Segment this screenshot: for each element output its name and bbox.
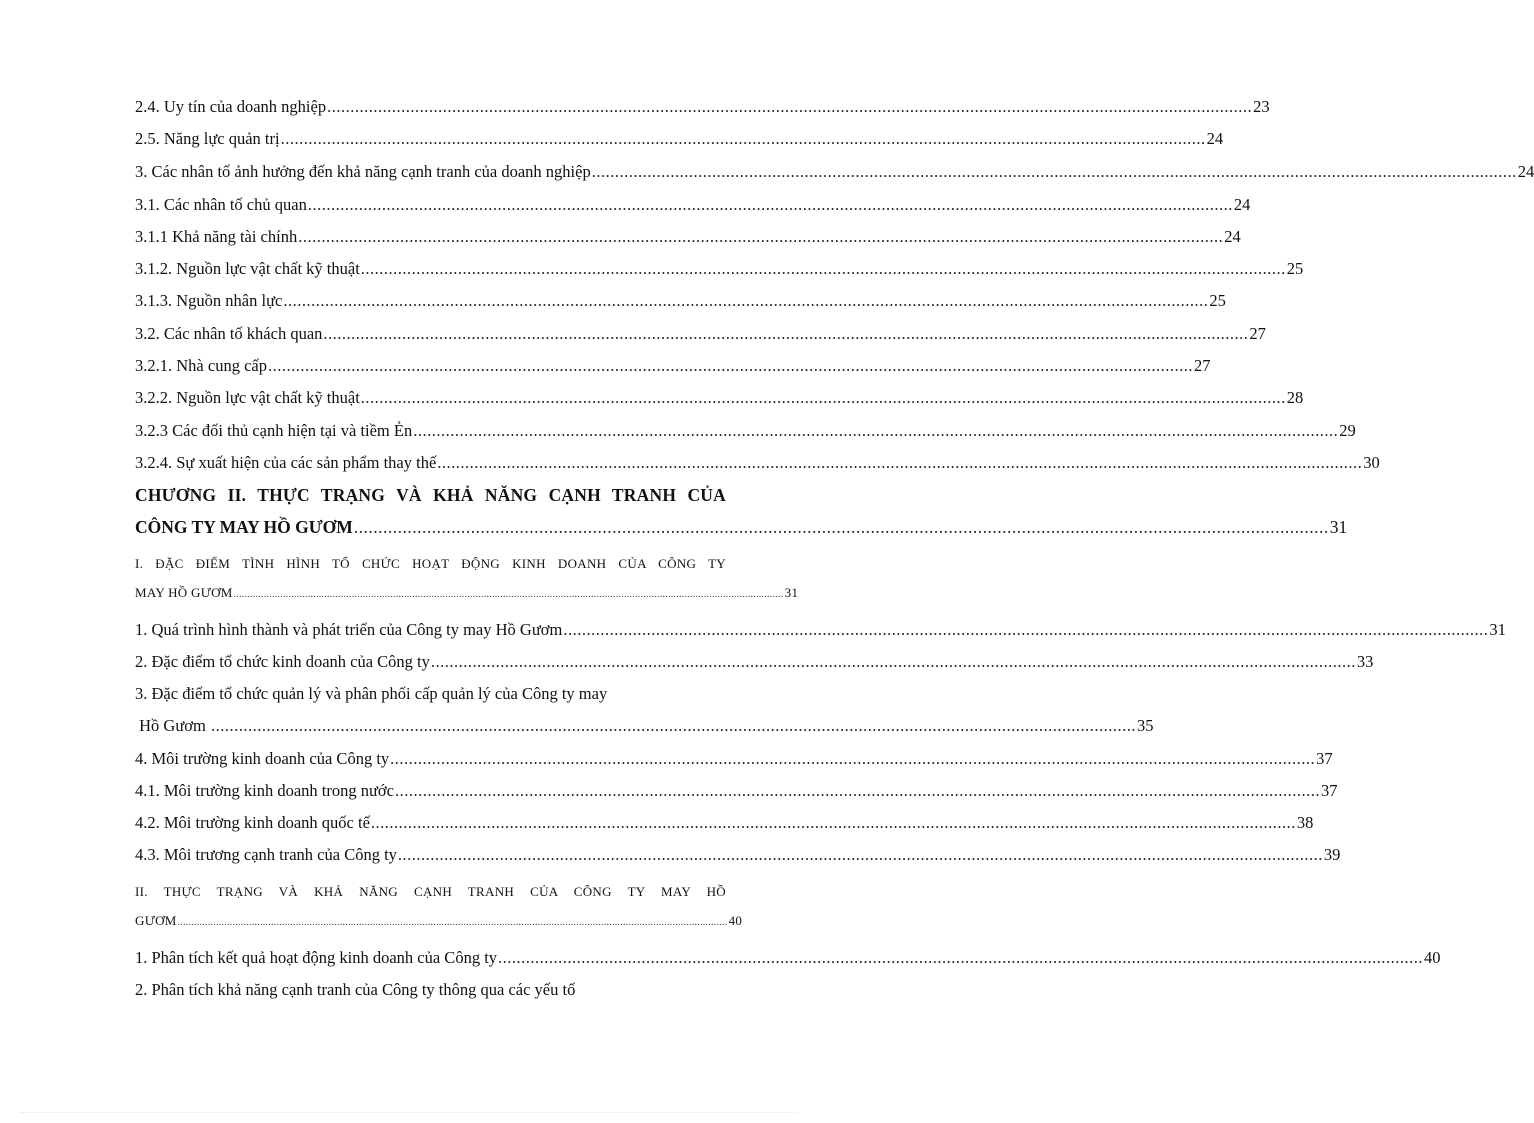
chapter-heading-line2: CÔNG TY MAY HỒ GƯƠM bbox=[135, 517, 353, 537]
toc-entry bbox=[135, 652, 1374, 672]
toc-page-number: 37 bbox=[1320, 781, 1338, 800]
toc-entry bbox=[135, 356, 1211, 376]
toc-page-number: 31 bbox=[1489, 620, 1506, 639]
toc-entry bbox=[135, 781, 1338, 801]
toc-entry bbox=[135, 620, 1506, 640]
toc-entry bbox=[135, 129, 1224, 149]
toc-page-number: 25 bbox=[1286, 259, 1304, 278]
leader-dots: ........................................................................................................................................................................................................ bbox=[327, 97, 1253, 116]
toc-page-number: 40 bbox=[1424, 948, 1441, 967]
leader-dots: ........................................................................................................................................................................................................ bbox=[591, 162, 1517, 181]
leader-dots: ........................................................................................................................................................................................................ bbox=[280, 129, 1206, 148]
toc-entry-text: 3.2.3 Các đối thủ cạnh hiện tại và tiềm Ẻn bbox=[135, 421, 413, 440]
toc-entry bbox=[135, 749, 1333, 769]
toc-entry-text: 2.5. Năng lực quản trị bbox=[135, 129, 280, 148]
toc-entry-text: 3.2. Các nhân tố khách quan bbox=[135, 324, 323, 343]
toc-page-number: 33 bbox=[1356, 652, 1374, 671]
toc-page-number: 30 bbox=[1363, 453, 1380, 472]
toc-entry-text: 3.2.4. Sự xuất hiện của các sản phẩm thay thế bbox=[135, 453, 437, 472]
toc-entry bbox=[135, 813, 1314, 833]
toc-entry bbox=[135, 421, 1356, 441]
toc-entry bbox=[135, 259, 1304, 279]
toc-entry-text: 4.2. Môi trường kinh doanh quốc tế bbox=[135, 813, 370, 832]
toc-page-number: 39 bbox=[1323, 845, 1341, 864]
toc-entry bbox=[135, 97, 1270, 117]
section-heading-line1: II. THỰC TRẠNG VÀ KHẢ NĂNG CẠNH TRANH CỦA CÔNG TY MAY HỒ bbox=[135, 884, 726, 899]
leader-dots: ........................................................................................................................................................................................................ bbox=[360, 259, 1286, 278]
toc-entry-text: 3.2.2. Nguồn lực vật chất kỹ thuật bbox=[135, 388, 360, 407]
toc-page-number: 35 bbox=[1136, 716, 1154, 735]
leader-dots: ........................................................................................................................................................................................................ bbox=[430, 652, 1356, 671]
toc-entry bbox=[135, 388, 1304, 408]
toc-entry-text: 1. Quá trình hình thành và phát triển của Công ty may Hồ Gươm bbox=[135, 620, 563, 639]
toc-page-number: 31 bbox=[784, 585, 799, 600]
toc-entry bbox=[135, 291, 1226, 311]
leader-dots: ........................................................................................................................................................................................................ bbox=[177, 917, 728, 927]
leader-dots: ........................................................................................................................................................................................................ bbox=[353, 517, 1329, 537]
toc-page-number: 28 bbox=[1286, 388, 1304, 407]
leader-dots: ........................................................................................................................................................................................................ bbox=[210, 716, 1136, 735]
toc-entry bbox=[135, 948, 1441, 968]
leader-dots: ........................................................................................................................................................................................................ bbox=[397, 845, 1323, 864]
leader-dots: ........................................................................................................................................................................................................ bbox=[390, 749, 1316, 768]
toc-page-number: 24 bbox=[1517, 162, 1534, 181]
toc-entry-text: 3.1.3. Nguồn nhân lực bbox=[135, 291, 283, 310]
leader-dots: ........................................................................................................................................................................................................ bbox=[360, 388, 1286, 407]
toc-entry-text: 2. Đặc điểm tổ chức kinh doanh của Công ty bbox=[135, 652, 430, 671]
section-heading bbox=[135, 584, 799, 603]
section-heading-line1: I. ĐẶC ĐIỂM TÌNH HÌNH TỔ CHỨC HOẠT ĐỘNG KINH DOANH CỦA CÔNG TY bbox=[135, 556, 726, 571]
toc-page-number: 27 bbox=[1249, 324, 1266, 343]
toc-page-number: 31 bbox=[1329, 517, 1348, 537]
toc-entry-text: 3.2.1. Nhà cung cấp bbox=[135, 356, 267, 375]
leader-dots: ........................................................................................................................................................................................................ bbox=[437, 453, 1363, 472]
toc-entry-text: 4.1. Môi trường kinh doanh trong nước bbox=[135, 781, 394, 800]
toc-entry bbox=[135, 227, 1241, 247]
toc-entry bbox=[135, 845, 1341, 865]
toc-entry-line1: 3. Đặc điểm tổ chức quản lý và phân phối cấp quản lý của Công ty may bbox=[135, 684, 608, 703]
toc-entry-text: 4.3. Môi trương cạnh tranh của Công ty bbox=[135, 845, 397, 864]
toc-entry-continued: 2. Phân tích khả năng cạnh tranh của Công ty thông qua các yếu tố bbox=[135, 980, 576, 999]
section-heading-line2: GƯƠM bbox=[135, 913, 177, 928]
toc-page-number: 29 bbox=[1339, 421, 1356, 440]
leader-dots: ........................................................................................................................................................................................................ bbox=[298, 227, 1224, 246]
toc-page-number: 24 bbox=[1224, 227, 1241, 246]
leader-dots: ........................................................................................................................................................................................................ bbox=[413, 421, 1339, 440]
toc-entry-text: 3.1.1 Khả năng tài chính bbox=[135, 227, 298, 246]
toc-entry bbox=[135, 162, 1534, 182]
toc-entry-text: Hồ Gươm bbox=[135, 716, 210, 735]
toc-entry bbox=[135, 324, 1266, 344]
leader-dots: ........................................................................................................................................................................................................ bbox=[563, 620, 1489, 639]
toc-page-number: 23 bbox=[1253, 97, 1270, 116]
toc-entry-text: 3.1. Các nhân tố chủ quan bbox=[135, 195, 307, 214]
toc-entry-text: 4. Môi trường kinh doanh của Công ty bbox=[135, 749, 390, 768]
toc-entry bbox=[135, 716, 1154, 736]
toc-entry-text: 3.1.2. Nguồn lực vật chất kỹ thuật bbox=[135, 259, 360, 278]
toc-entry-text: 2.4. Uy tín của doanh nghiệp bbox=[135, 97, 327, 116]
leader-dots: ........................................................................................................................................................................................................ bbox=[233, 589, 784, 599]
toc-entry-text: 1. Phân tích kết quả hoạt động kinh doanh của Công ty bbox=[135, 948, 498, 967]
toc-page-number: 40 bbox=[728, 913, 743, 928]
toc-page-number: 25 bbox=[1209, 291, 1226, 310]
chapter-heading-line1: CHƯƠNG II. THỰC TRẠNG VÀ KHẢ NĂNG CẠNH TRANH CỦA bbox=[135, 485, 726, 505]
chapter-heading bbox=[135, 516, 1348, 538]
section-heading bbox=[135, 912, 743, 931]
leader-dots: ........................................................................................................................................................................................................ bbox=[283, 291, 1209, 310]
section-heading-line2: MAY HỒ GƯƠM bbox=[135, 585, 233, 600]
toc-page-number: 37 bbox=[1316, 749, 1333, 768]
toc-entry-text: 3. Các nhân tố ảnh hưởng đến khả năng cạnh tranh của doanh nghiệp bbox=[135, 162, 591, 181]
page-bottom-border bbox=[20, 1112, 796, 1114]
toc-page-number: 27 bbox=[1193, 356, 1211, 375]
leader-dots: ........................................................................................................................................................................................................ bbox=[267, 356, 1193, 375]
toc-page-number: 38 bbox=[1296, 813, 1314, 832]
leader-dots: ........................................................................................................................................................................................................ bbox=[370, 813, 1296, 832]
toc-page-number: 24 bbox=[1233, 195, 1251, 214]
leader-dots: ........................................................................................................................................................................................................ bbox=[394, 781, 1320, 800]
leader-dots: ........................................................................................................................................................................................................ bbox=[323, 324, 1249, 343]
leader-dots: ........................................................................................................................................................................................................ bbox=[307, 195, 1233, 214]
toc-entry bbox=[135, 453, 1380, 473]
toc-page-number: 24 bbox=[1206, 129, 1224, 148]
toc-entry bbox=[135, 195, 1251, 215]
leader-dots: ........................................................................................................................................................................................................ bbox=[498, 948, 1424, 967]
